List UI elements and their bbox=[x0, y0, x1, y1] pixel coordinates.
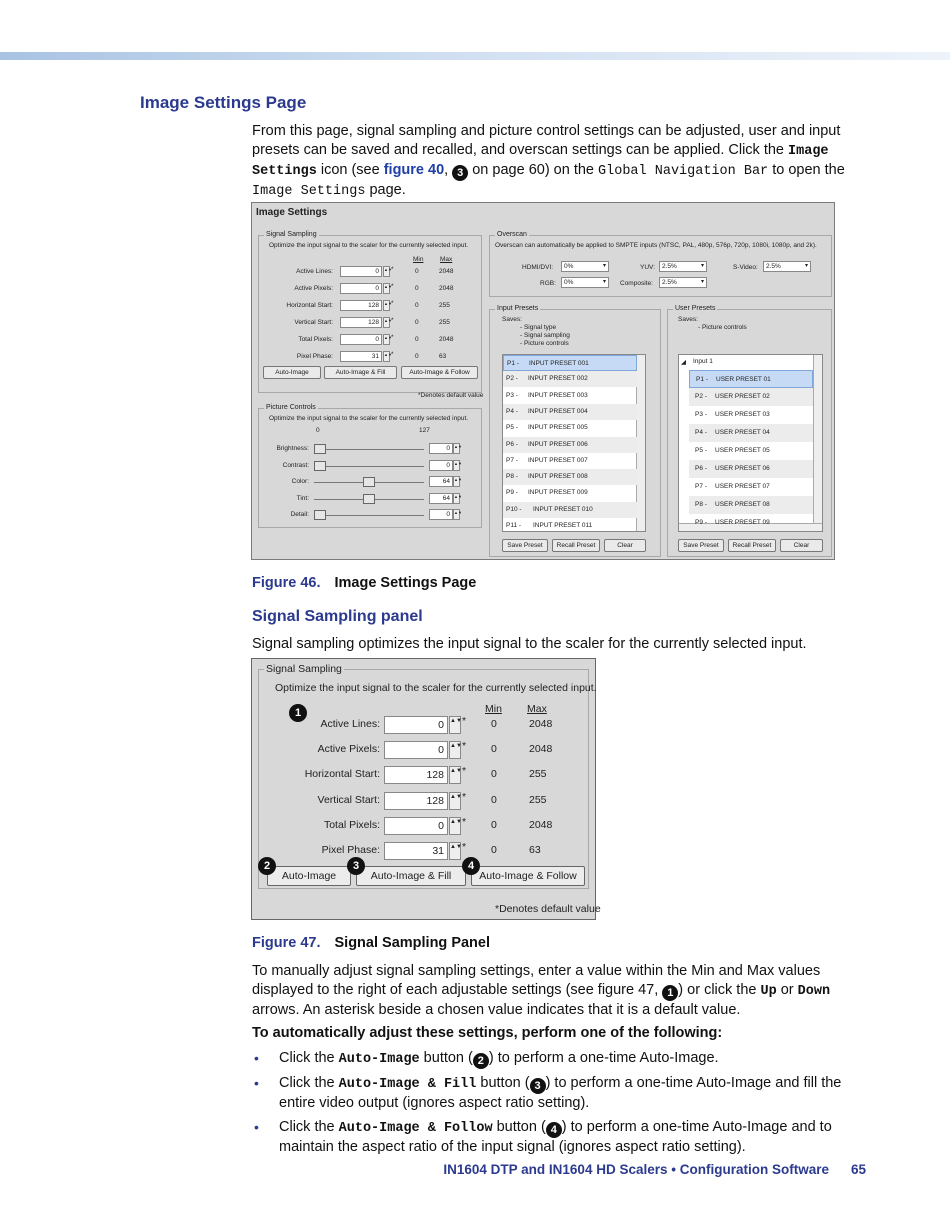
asterisk-icon: * bbox=[391, 317, 394, 324]
input-preset-row[interactable] bbox=[503, 469, 637, 485]
preset-name: USER PRESET 01 bbox=[716, 376, 771, 383]
preset-name: INPUT PRESET 004 bbox=[528, 407, 588, 415]
preset-code: P9 - bbox=[695, 519, 707, 526]
row-value-input[interactable]: 128 bbox=[340, 317, 382, 328]
bullet-icon: • bbox=[254, 1050, 259, 1066]
preset-code: P10 - bbox=[506, 505, 522, 513]
input-preset-row[interactable] bbox=[503, 502, 637, 518]
bullet-text: ) to perform a one-time Auto-Image and fill the entire video output (ignores aspect ratio setting). bbox=[279, 1075, 842, 1111]
row-min: 0 bbox=[415, 336, 419, 343]
hdmi-dvi-select[interactable]: 0% ▾ bbox=[561, 261, 609, 272]
asterisk-icon: * bbox=[391, 283, 394, 290]
input-preset-row[interactable] bbox=[503, 404, 637, 420]
asterisk-icon: * bbox=[462, 715, 467, 727]
row-value-input[interactable]: 0 bbox=[340, 266, 382, 277]
bullet-command: Auto-Image & Follow bbox=[338, 1121, 493, 1136]
signal-sampling-screenshot bbox=[251, 658, 601, 920]
signal-sampling-group bbox=[258, 663, 597, 889]
row-value-input[interactable]: 0 bbox=[340, 283, 382, 294]
row-value-input[interactable]: 128 bbox=[340, 300, 382, 311]
input-preset-row[interactable] bbox=[503, 453, 637, 469]
input-preset-row[interactable] bbox=[503, 371, 637, 387]
preset-name: INPUT PRESET 008 bbox=[528, 473, 588, 481]
row-label: Vertical Start: bbox=[294, 319, 333, 326]
spinner-arrows-icon[interactable]: ▲▼ bbox=[453, 476, 460, 487]
spinner-arrows-icon[interactable]: ▲▼ bbox=[449, 766, 461, 784]
row-max: 2048 bbox=[529, 818, 553, 831]
list-item bbox=[252, 1074, 872, 1113]
asterisk-icon: * bbox=[391, 266, 394, 273]
row-value-input[interactable]: 128 bbox=[384, 766, 448, 784]
spinner-arrows-icon[interactable]: ▲▼ bbox=[453, 509, 460, 520]
preset-name: INPUT PRESET 007 bbox=[528, 456, 588, 464]
input-preset-row[interactable] bbox=[503, 420, 637, 436]
min-header: Min bbox=[485, 703, 502, 715]
group-legend: Input Presets bbox=[497, 305, 539, 312]
para-text: To manually adjust signal sampling settings, enter a value within the Min and Max values displayed to the right of each adjustable settings (see figure 47, bbox=[252, 963, 821, 998]
list-item bbox=[252, 1049, 872, 1069]
manual-adjust-paragraph bbox=[252, 962, 872, 1020]
input-presets-list bbox=[502, 354, 646, 532]
row-max: 2048 bbox=[439, 268, 454, 275]
row-max: 2048 bbox=[439, 336, 454, 343]
slider-label: Color: bbox=[291, 478, 309, 485]
down-code: Down bbox=[797, 984, 831, 999]
row-label: Pixel Phase: bbox=[296, 353, 333, 360]
row-min: 0 bbox=[415, 319, 419, 326]
bullet-text: Click the bbox=[279, 1050, 339, 1066]
preset-code: P5 - bbox=[506, 424, 518, 432]
slider-value-input[interactable]: 0 bbox=[429, 509, 453, 520]
collapse-triangle-icon[interactable]: ◢ bbox=[681, 359, 686, 366]
bullet-command: Auto-Image & Fill bbox=[338, 1077, 477, 1092]
row-min: 0 bbox=[491, 743, 497, 756]
input-preset-row[interactable] bbox=[503, 437, 637, 453]
intro-code: Image Settings bbox=[252, 144, 829, 179]
svideo-select[interactable]: 2.5% ▾ bbox=[763, 261, 811, 272]
user-preset-row[interactable] bbox=[689, 478, 813, 496]
slider-label: Detail: bbox=[290, 511, 309, 518]
preset-name: INPUT PRESET 006 bbox=[528, 440, 588, 448]
bullet-text: Click the bbox=[279, 1119, 339, 1135]
asterisk-icon: * bbox=[462, 740, 467, 753]
row-max: 255 bbox=[439, 302, 450, 309]
spinner-arrows-icon[interactable]: ▲▼ bbox=[383, 334, 390, 345]
up-code: Up bbox=[760, 984, 777, 999]
slider-value-input[interactable]: 64 bbox=[429, 476, 453, 487]
bullet-text: button ( bbox=[419, 1050, 473, 1066]
preset-name: INPUT PRESET 005 bbox=[528, 424, 588, 432]
preset-name: USER PRESET 07 bbox=[715, 483, 770, 490]
group-description: Optimize the input signal to the scaler for the currently selected input. bbox=[269, 415, 469, 422]
input-presets-group bbox=[489, 305, 661, 557]
image-settings-screenshot bbox=[251, 202, 835, 560]
preset-name: INPUT PRESET 001 bbox=[529, 360, 589, 367]
callout-icon: 3 bbox=[452, 165, 468, 181]
yuv-label: YUV: bbox=[640, 264, 655, 271]
callout-icon: 2 bbox=[473, 1053, 489, 1069]
section-title: Image Settings Page bbox=[140, 93, 307, 112]
asterisk-icon: * bbox=[462, 841, 467, 853]
figure-47-caption bbox=[252, 935, 490, 951]
group-description: Overscan can automatically be applied to SMPTE inputs (NTSC, PAL, 480p, 576p, 720p, 1080i, 1080p, and 2k). bbox=[495, 242, 817, 249]
preset-name: INPUT PRESET 002 bbox=[528, 375, 588, 383]
row-min: 0 bbox=[491, 793, 497, 806]
slider-thumb[interactable] bbox=[363, 494, 375, 504]
figure-40-link[interactable]: figure 40 bbox=[383, 162, 445, 178]
slider-thumb[interactable] bbox=[314, 444, 326, 454]
slider-label: Brightness: bbox=[276, 445, 309, 452]
group-legend: Overscan bbox=[497, 231, 527, 238]
slider-track bbox=[314, 515, 424, 516]
row-min: 0 bbox=[415, 302, 419, 309]
group-legend: Picture Controls bbox=[266, 404, 316, 411]
intro-text: on page 60) on the bbox=[468, 162, 599, 178]
list-item bbox=[252, 1118, 872, 1157]
spinner-arrows-icon[interactable]: ▲▼ bbox=[453, 443, 460, 454]
bullet-text: button ( bbox=[492, 1119, 546, 1135]
intro-text: page. bbox=[365, 182, 406, 198]
spinner-arrows-icon[interactable]: ▲▼ bbox=[449, 716, 461, 734]
figure-caption-text: Signal Sampling Panel bbox=[334, 935, 491, 951]
preset-name: USER PRESET 04 bbox=[715, 429, 770, 436]
row-value-input[interactable]: 0 bbox=[384, 817, 448, 835]
saves-item: - Signal type bbox=[520, 324, 557, 331]
preset-code: P1 - bbox=[696, 376, 708, 383]
row-label: Vertical Start: bbox=[317, 793, 380, 806]
slider-value-input[interactable]: 64 bbox=[429, 493, 453, 504]
group-description: Optimize the input signal to the scaler for the currently selected input. bbox=[269, 242, 469, 249]
row-label: Pixel Phase: bbox=[321, 844, 380, 856]
row-max: 2048 bbox=[529, 718, 553, 730]
group-legend: Signal Sampling bbox=[266, 231, 317, 238]
page-number: 65 bbox=[850, 1162, 866, 1177]
preset-code: P4 - bbox=[506, 407, 518, 415]
row-max: 2048 bbox=[439, 285, 454, 292]
row-min: 0 bbox=[415, 285, 419, 292]
footer-text: IN1604 DTP and IN1604 HD Scalers • Configuration Software bbox=[443, 1162, 829, 1177]
callout-1-icon: 1 bbox=[289, 704, 307, 722]
callout-icon: 1 bbox=[662, 985, 678, 1001]
slider-label: Contrast: bbox=[282, 461, 309, 469]
saves-item: - Signal sampling bbox=[520, 332, 570, 339]
scale-max-label: 127 bbox=[419, 427, 430, 434]
row-label: Horizontal Start: bbox=[286, 302, 333, 309]
intro-text: From this page, signal sampling and picture control settings can be adjusted, user and input presets can be saved and recalled, and overscan settings can be applied. Click the bbox=[252, 123, 841, 158]
asterisk-icon: * bbox=[462, 765, 467, 778]
user-presets-list bbox=[678, 354, 823, 532]
row-max: 2048 bbox=[529, 743, 553, 756]
clear-button[interactable]: Clear bbox=[604, 539, 646, 552]
row-value-input[interactable]: 0 bbox=[384, 716, 448, 734]
row-max: 63 bbox=[439, 353, 447, 360]
slider-thumb[interactable] bbox=[363, 477, 375, 487]
row-min: 0 bbox=[491, 718, 497, 730]
recall-preset-button[interactable]: Recall Preset bbox=[728, 539, 776, 552]
row-value-input[interactable]: 31 bbox=[384, 842, 448, 860]
header-gradient-bar bbox=[0, 52, 950, 60]
group-legend: User Presets bbox=[675, 305, 716, 312]
preset-name: INPUT PRESET 011 bbox=[533, 522, 593, 529]
intro-paragraph bbox=[252, 122, 872, 201]
preset-code: P4 - bbox=[695, 429, 707, 436]
clear-button[interactable]: Clear bbox=[780, 539, 823, 552]
user-preset-row[interactable] bbox=[689, 442, 813, 460]
preset-name: USER PRESET 06 bbox=[715, 465, 770, 472]
intro-text: icon (see bbox=[316, 162, 384, 178]
preset-name: USER PRESET 09 bbox=[715, 519, 770, 526]
bullet-list bbox=[252, 1049, 872, 1162]
input-preset-row[interactable] bbox=[503, 485, 637, 501]
row-value-input[interactable]: 0 bbox=[340, 334, 382, 345]
preset-code: P3 - bbox=[506, 391, 518, 399]
user-presets-scrollbar[interactable] bbox=[813, 355, 822, 523]
slider-value-input[interactable]: 0 bbox=[429, 460, 453, 471]
preset-code: P8 - bbox=[695, 501, 707, 508]
preset-code: P5 - bbox=[695, 447, 707, 454]
screenshot-title: Image Settings bbox=[256, 207, 328, 218]
min-header: Min bbox=[413, 256, 424, 263]
preset-name: USER PRESET 05 bbox=[715, 447, 770, 454]
saves-label: Saves: bbox=[502, 316, 522, 323]
auto-image-button[interactable]: Auto-Image bbox=[263, 366, 321, 379]
spinner-arrows-icon[interactable]: ▲▼ bbox=[383, 351, 390, 362]
spinner-arrows-icon[interactable]: ▲▼ bbox=[453, 493, 460, 504]
preset-name: INPUT PRESET 003 bbox=[528, 391, 588, 399]
auto-image-button[interactable]: Auto-Image bbox=[267, 866, 351, 886]
slider-thumb[interactable] bbox=[314, 510, 326, 520]
preset-code: P7 - bbox=[506, 456, 518, 464]
asterisk-icon: * bbox=[391, 351, 394, 358]
hdmi-dvi-label: HDMI/DVI: bbox=[522, 264, 554, 271]
input-preset-row[interactable] bbox=[503, 355, 637, 371]
row-label: Active Pixels: bbox=[317, 743, 380, 756]
figure-caption-text: Image Settings Page bbox=[334, 575, 477, 591]
save-preset-button[interactable]: Save Preset bbox=[678, 539, 724, 552]
saves-label: Saves: bbox=[678, 316, 698, 323]
row-value-input[interactable]: 31 bbox=[340, 351, 382, 362]
row-max: 63 bbox=[529, 844, 541, 856]
default-value-note: *Denotes default value bbox=[495, 903, 601, 915]
preset-code: P6 - bbox=[695, 465, 707, 472]
spinner-arrows-icon[interactable]: ▲▼ bbox=[383, 300, 390, 311]
group-description: Optimize the input signal to the scaler for the currently selected input. bbox=[275, 682, 597, 694]
slider-label: Tint: bbox=[296, 494, 309, 502]
user-presets-group bbox=[667, 305, 832, 557]
user-preset-row[interactable] bbox=[689, 370, 813, 388]
max-header: Max bbox=[440, 256, 453, 263]
spinner-arrows-icon[interactable]: ▲▼ bbox=[383, 317, 390, 328]
slider-thumb[interactable] bbox=[314, 461, 326, 471]
row-min: 0 bbox=[415, 268, 419, 275]
spinner-arrows-icon[interactable]: ▲▼ bbox=[449, 741, 461, 759]
asterisk-icon: * bbox=[462, 790, 467, 803]
intro-code: Image Settings bbox=[252, 184, 366, 199]
preset-code: P6 - bbox=[506, 440, 518, 448]
bullet-icon: • bbox=[254, 1075, 259, 1091]
figure-46-caption bbox=[252, 575, 476, 591]
subsection-intro: Signal sampling optimizes the input signal to the scaler for the currently selected input. bbox=[252, 636, 807, 652]
intro-text: , bbox=[444, 162, 453, 178]
callout-icon: 3 bbox=[530, 1078, 546, 1094]
row-label: Active Lines: bbox=[296, 268, 333, 275]
asterisk-icon: * bbox=[391, 300, 394, 307]
picture-controls-group bbox=[258, 404, 482, 528]
subsection-title: Signal Sampling panel bbox=[252, 608, 423, 625]
group-legend: Signal Sampling bbox=[266, 663, 342, 675]
intro-text: to open the bbox=[768, 162, 845, 178]
bullet-text: ) to perform a one-time Auto-Image and to maintain the aspect ratio of the input signal (ignores aspect ratio setting). bbox=[279, 1119, 832, 1155]
bullet-command: Auto-Image bbox=[338, 1052, 420, 1067]
callout-2-icon: 2 bbox=[258, 857, 276, 875]
preset-code: P1 - bbox=[507, 360, 519, 367]
row-label: Total Pixels: bbox=[323, 818, 380, 831]
preset-code: P2 - bbox=[695, 393, 707, 400]
row-min: 0 bbox=[415, 353, 419, 360]
row-label: Active Pixels: bbox=[294, 285, 333, 292]
preset-name: INPUT PRESET 010 bbox=[533, 505, 593, 513]
preset-name: USER PRESET 03 bbox=[715, 411, 770, 418]
svideo-label: S-Video: bbox=[733, 264, 758, 271]
row-value-input[interactable]: 128 bbox=[384, 792, 448, 810]
preset-code: P7 - bbox=[695, 483, 707, 490]
row-label: Active Lines: bbox=[320, 718, 380, 730]
preset-code: P11 - bbox=[506, 522, 522, 529]
default-value-note: *Denotes default value bbox=[418, 392, 484, 399]
intro-code: Global Navigation Bar bbox=[598, 164, 769, 179]
input-preset-row[interactable] bbox=[503, 518, 637, 532]
row-min: 0 bbox=[491, 844, 497, 856]
figure-number: Figure 47. bbox=[252, 935, 321, 951]
bullet-text: Click the bbox=[279, 1075, 339, 1091]
recall-preset-button[interactable]: Recall Preset bbox=[552, 539, 600, 552]
figure-number: Figure 46. bbox=[252, 575, 321, 591]
input-presets-scrollbar[interactable] bbox=[636, 355, 645, 532]
user-preset-row[interactable] bbox=[689, 514, 813, 532]
saves-item: - Picture controls bbox=[520, 340, 569, 347]
para-text: arrows. An asterisk beside a chosen value indicates that it is a default value. bbox=[252, 1002, 741, 1018]
overscan-group bbox=[489, 231, 832, 297]
preset-name: INPUT PRESET 009 bbox=[528, 489, 588, 497]
row-min: 0 bbox=[491, 768, 497, 781]
preset-name: USER PRESET 02 bbox=[715, 393, 770, 400]
user-preset-row[interactable] bbox=[689, 406, 813, 424]
preset-code: P2 - bbox=[506, 375, 518, 383]
spinner-arrows-icon[interactable]: ▲▼ bbox=[383, 266, 390, 277]
preset-name: USER PRESET 08 bbox=[715, 501, 770, 508]
row-max: 255 bbox=[529, 768, 547, 781]
slider-value-input[interactable]: 0 bbox=[429, 443, 453, 454]
callout-icon: 4 bbox=[546, 1122, 562, 1138]
callout-3-icon: 3 bbox=[347, 857, 365, 875]
callout-4-icon: 4 bbox=[462, 857, 480, 875]
saves-item: - Picture controls bbox=[698, 324, 747, 331]
auto-image-follow-button[interactable]: Auto-Image & Follow bbox=[471, 866, 585, 886]
page-footer bbox=[443, 1162, 866, 1177]
spinner-arrows-icon[interactable]: ▲▼ bbox=[383, 283, 390, 294]
auto-adjust-heading: To automatically adjust these settings, perform one of the following: bbox=[252, 1025, 723, 1041]
para-text: or bbox=[776, 982, 798, 998]
auto-image-follow-button[interactable]: Auto-Image & Follow bbox=[401, 366, 478, 379]
composite-label: Composite: bbox=[620, 280, 653, 287]
slider-track bbox=[314, 449, 424, 450]
row-max: 255 bbox=[529, 793, 547, 806]
yuv-select[interactable]: 2.5% ▾ bbox=[659, 261, 707, 272]
bullet-text: button ( bbox=[476, 1075, 530, 1091]
max-header: Max bbox=[527, 703, 547, 715]
scale-min-label: 0 bbox=[316, 427, 320, 434]
spinner-arrows-icon[interactable]: ▲▼ bbox=[453, 460, 460, 471]
bullet-text: ) to perform a one-time Auto-Image. bbox=[488, 1050, 719, 1066]
asterisk-icon: * bbox=[391, 334, 394, 341]
row-label: Horizontal Start: bbox=[304, 768, 380, 781]
save-preset-button[interactable]: Save Preset bbox=[502, 539, 548, 552]
rgb-select[interactable]: 0% ▾ bbox=[561, 277, 609, 288]
user-preset-row[interactable] bbox=[689, 460, 813, 478]
spinner-arrows-icon[interactable]: ▲▼ bbox=[449, 817, 461, 835]
input-preset-row[interactable] bbox=[503, 388, 637, 404]
auto-image-fill-button[interactable]: Auto-Image & Fill bbox=[324, 366, 397, 379]
row-max: 255 bbox=[439, 319, 450, 326]
user-preset-row[interactable] bbox=[689, 424, 813, 442]
slider-track bbox=[314, 466, 424, 467]
row-value-input[interactable]: 0 bbox=[384, 741, 448, 759]
spinner-arrows-icon[interactable]: ▲▼ bbox=[449, 842, 461, 860]
auto-image-fill-button[interactable]: Auto-Image & Fill bbox=[356, 866, 466, 886]
composite-select[interactable]: 2.5% ▾ bbox=[659, 277, 707, 288]
tree-root-input-1[interactable]: Input 1 bbox=[693, 358, 713, 365]
preset-code: P3 - bbox=[695, 411, 707, 418]
preset-code: P8 - bbox=[506, 473, 518, 481]
bullet-icon: • bbox=[254, 1119, 259, 1135]
asterisk-icon: * bbox=[462, 815, 467, 828]
rgb-label: RGB: bbox=[540, 280, 556, 287]
user-preset-row[interactable] bbox=[689, 496, 813, 514]
user-preset-row[interactable] bbox=[689, 388, 813, 406]
signal-sampling-group bbox=[258, 231, 482, 393]
para-text: ) or click the bbox=[678, 982, 761, 998]
row-min: 0 bbox=[491, 818, 497, 831]
spinner-arrows-icon[interactable]: ▲▼ bbox=[449, 792, 461, 810]
preset-code: P9 - bbox=[506, 489, 518, 497]
row-label: Total Pixels: bbox=[298, 336, 333, 343]
